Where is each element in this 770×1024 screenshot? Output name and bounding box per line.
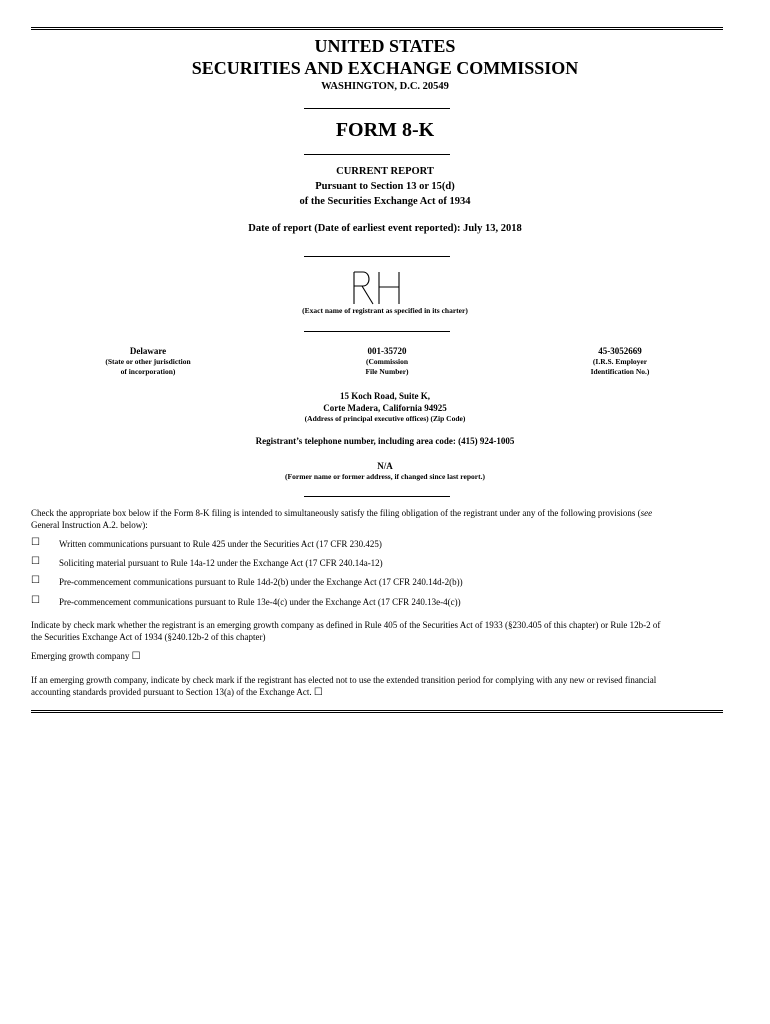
divider (304, 256, 450, 257)
egc-checkbox-row (31, 650, 723, 663)
divider (304, 154, 450, 155)
option-label: Soliciting material pursuant to Rule 14a-12 under the Exchange Act (17 CFR 240.14a-12) (59, 558, 383, 568)
checkbox-icon[interactable]: ☐ (31, 556, 40, 567)
former-name: N/A (377, 461, 393, 471)
report-act: of the Securities Exchange Act of 1934 (299, 196, 471, 207)
intro-line1: Check the appropriate box below if the Form 8-K filing is intended to simultaneously satisfy the filing obligation of the registrant under any of the following provisions ( (31, 508, 641, 518)
egc-checkbox-icon[interactable]: ☐ (131, 651, 141, 662)
address-line1: 15 Koch Road, Suite K, (339, 391, 430, 401)
report-title: CURRENT REPORT (336, 166, 434, 177)
transition-checkbox-icon[interactable]: ☐ (313, 687, 323, 698)
irs-employer-id: 45-3052669 (598, 346, 642, 356)
divider (304, 496, 450, 497)
intro-paragraph (31, 507, 723, 531)
transition-line2: accounting standards provided pursuant to Section 13(a) of the Exchange Act. (31, 687, 312, 697)
registrant-name-caption: (Exact name of registrant as specified in its charter) (302, 306, 468, 315)
header-commission: SECURITIES AND EXCHANGE COMMISSION (191, 58, 579, 78)
report-pursuant: Pursuant to Section 13 or 15(d) (315, 181, 455, 192)
intro-see: see (640, 508, 653, 518)
state-of-incorporation: Delaware (129, 346, 167, 356)
address-caption: (Address of principal executive offices) (Zip Code) (304, 414, 466, 423)
state-caption-line1: (State or other jurisdiction (105, 357, 191, 366)
option-label: Pre-commencement communications pursuant to Rule 13e-4(c) under the Exchange Act (17 CFR 240.13e-4(c)) (59, 597, 461, 607)
commission-file-number: 001-35720 (367, 346, 407, 356)
egc-label: Emerging growth company (31, 651, 130, 661)
former-name-caption: (Former name or former address, if changed since last report.) (285, 472, 485, 481)
transition-paragraph (31, 674, 723, 699)
checkbox-icon[interactable]: ☐ (31, 575, 40, 586)
divider (304, 108, 450, 109)
intro-line2: General Instruction A.2. below): (31, 520, 148, 530)
state-caption-line2: of incorporation) (120, 367, 176, 376)
egc-line2: the Securities Exchange Act of 1934 (§240.12b-2 of this chapter) (31, 632, 266, 642)
egc-line1: Indicate by check mark whether the registrant is an emerging growth company as defined in Rule 405 of the Securities Act of 1933 (§230.405 of this chapter) or Rule 12b-2 of (31, 620, 661, 630)
file-caption-line1: (Commission (365, 357, 409, 366)
header-city: WASHINGTON, D.C. 20549 (321, 81, 449, 92)
option-label: Pre-commencement communications pursuant to Rule 14d-2(b) under the Exchange Act (17 CFR 240.14d-2(b)) (59, 577, 463, 587)
file-caption-line2: File Number) (365, 367, 409, 376)
checkbox-icon[interactable]: ☐ (31, 537, 40, 548)
egc-paragraph (31, 619, 723, 643)
irs-caption-line1: (I.R.S. Employer (592, 357, 648, 366)
rh-logo (348, 270, 406, 306)
date-of-report: Date of report (Date of earliest event reported): July 13, 2018 (248, 223, 522, 234)
top-double-rule (31, 27, 723, 30)
checkbox-icon[interactable]: ☐ (31, 595, 40, 606)
header-country: UNITED STATES (314, 36, 456, 56)
irs-caption-line2: Identification No.) (590, 367, 650, 376)
option-label: Written communications pursuant to Rule 425 under the Securities Act (17 CFR 230.425) (59, 539, 382, 549)
form-title: FORM 8-K (335, 119, 435, 141)
bottom-double-rule (31, 710, 723, 713)
address-line2: Corte Madera, California 94925 (323, 403, 447, 413)
divider (304, 331, 450, 332)
telephone: Registrant’s telephone number, including area code: (415) 924-1005 (255, 436, 515, 446)
transition-line1: If an emerging growth company, indicate by check mark if the registrant has elected not to use the extended transition period for complying with any new or revised financial (31, 675, 657, 685)
